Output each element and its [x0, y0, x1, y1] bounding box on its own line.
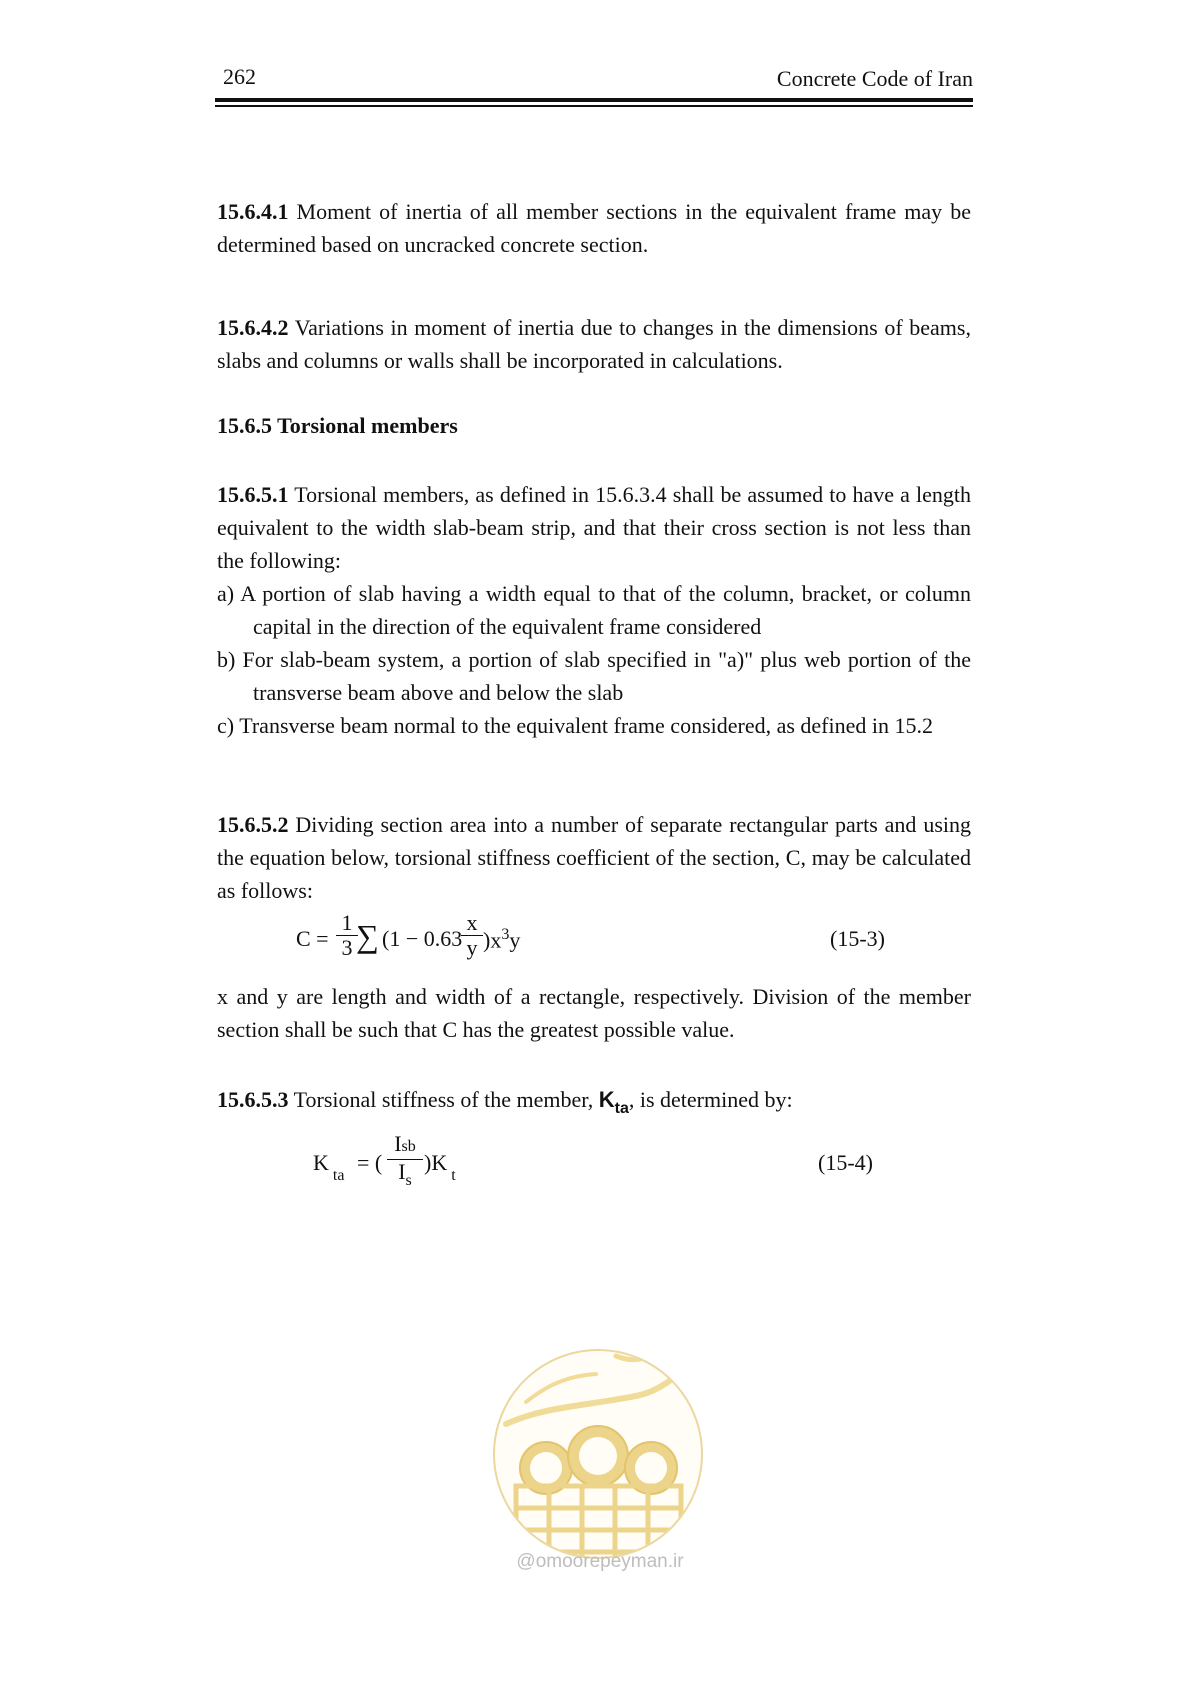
- list-item-a: a) A portion of slab having a width equal to that of the column, bracket, or column capital in the direction of the equivalent frame considered: [217, 581, 971, 639]
- paragraph-text: Torsional members, as defined in 15.6.3.4 shall be assumed to have a length equivalent to the width slab-beam strip, and that their cross section is not less than the following:: [217, 482, 971, 573]
- eq-fraction-x-y: [461, 911, 483, 960]
- page-number: 262: [223, 64, 256, 89]
- eq-rhs-subscript: t: [451, 1167, 456, 1184]
- watermark-logo: [486, 1336, 711, 1576]
- paragraph-text: Moment of inertia of all member sections in the equivalent frame may be determined based on uncracked concrete section.: [217, 199, 971, 257]
- paragraph-text: Dividing section area into a number of separate rectangular parts and using the equation below, torsional stiffness coefficient of the section, C, may be calculated as follows:: [217, 812, 971, 903]
- header-rule-thick: [215, 98, 973, 102]
- section-number: 15.6.4.1: [217, 199, 289, 224]
- sigma-symbol: ∑: [356, 918, 379, 954]
- eq-tail-exponent: 3: [501, 926, 510, 943]
- eq-fraction-isb-is: [387, 1132, 423, 1187]
- eq-rhs-base: )K: [424, 1150, 448, 1175]
- fraction-numerator: [387, 1132, 423, 1160]
- eq-middle: (1 − 0.63: [382, 926, 463, 951]
- paragraph-15-6-4-2: [217, 311, 971, 377]
- section-heading-15-6-5: 15.6.5 Torsional members: [217, 413, 458, 438]
- eq-fraction-1-3: [336, 911, 358, 960]
- equation-number: (15-4): [818, 1150, 873, 1175]
- paragraph-15-6-4-1: [217, 195, 971, 261]
- denominator-subscript: s: [405, 1172, 412, 1189]
- numerator-base: I: [394, 1131, 402, 1156]
- watermark-caption: @omoorepeyman.ir: [516, 1551, 684, 1572]
- symbol-base: K: [598, 1087, 615, 1112]
- eq-tail: [483, 926, 520, 953]
- running-title: Concrete Code of Iran: [776, 66, 973, 91]
- fraction-numerator: 1: [336, 911, 358, 936]
- eq-equals: = (: [357, 1150, 383, 1175]
- equation-number: (15-3): [830, 926, 885, 951]
- eq-lhs-subscript: ta: [332, 1167, 345, 1184]
- header-rule-thin: [215, 105, 973, 107]
- eq-tail-base: )x: [483, 927, 502, 953]
- section-number: 15.6.5.3: [217, 1087, 289, 1112]
- symbol-subscript: ta: [614, 1100, 629, 1117]
- paragraph-eq-explanation: x and y are length and width of a rectangle, respectively. Division of the member section shall be such that C has the greatest possible value.: [217, 984, 971, 1042]
- section-number: 15.6.5.1: [217, 482, 289, 507]
- list-item-c: c) Transverse beam normal to the equivalent frame considered, as defined in 15.2: [217, 713, 933, 738]
- eq-lhs: [313, 1150, 345, 1184]
- numerator-subscript: sb: [401, 1138, 416, 1155]
- paragraph-text-end: , is determined by:: [628, 1087, 793, 1112]
- section-number: 15.6.5.2: [217, 812, 289, 837]
- eq-tail-end: y: [509, 927, 521, 953]
- eq-rhs: [424, 1150, 456, 1184]
- logo-emblem-icon: [486, 1336, 711, 1576]
- eq-lhs-base: K: [313, 1150, 329, 1175]
- fraction-denominator: y: [466, 935, 478, 960]
- section-number: 15.6.4.2: [217, 315, 289, 340]
- paragraph-15-6-5-2: [217, 808, 971, 907]
- denominator-base: I: [398, 1159, 406, 1184]
- list-item-b: b) For slab-beam system, a portion of slab specified in "a)" plus web portion of the transverse beam above and below the slab: [217, 647, 971, 705]
- paragraph-15-6-5-1: [217, 478, 971, 577]
- paragraph-text: Torsional stiffness of the member,: [293, 1087, 594, 1112]
- fraction-numerator: x: [461, 911, 483, 936]
- paragraph-text: Variations in moment of inertia due to changes in the dimensions of beams, slabs and columns or walls shall be incorporated in calculations.: [217, 315, 971, 373]
- eq-lhs: C =: [296, 926, 329, 951]
- paragraph-15-6-5-3: [217, 1083, 971, 1119]
- fraction-denominator: 3: [341, 935, 353, 960]
- page-header: [215, 62, 973, 102]
- kta-symbol: [598, 1087, 629, 1117]
- fraction-denominator: [387, 1160, 423, 1187]
